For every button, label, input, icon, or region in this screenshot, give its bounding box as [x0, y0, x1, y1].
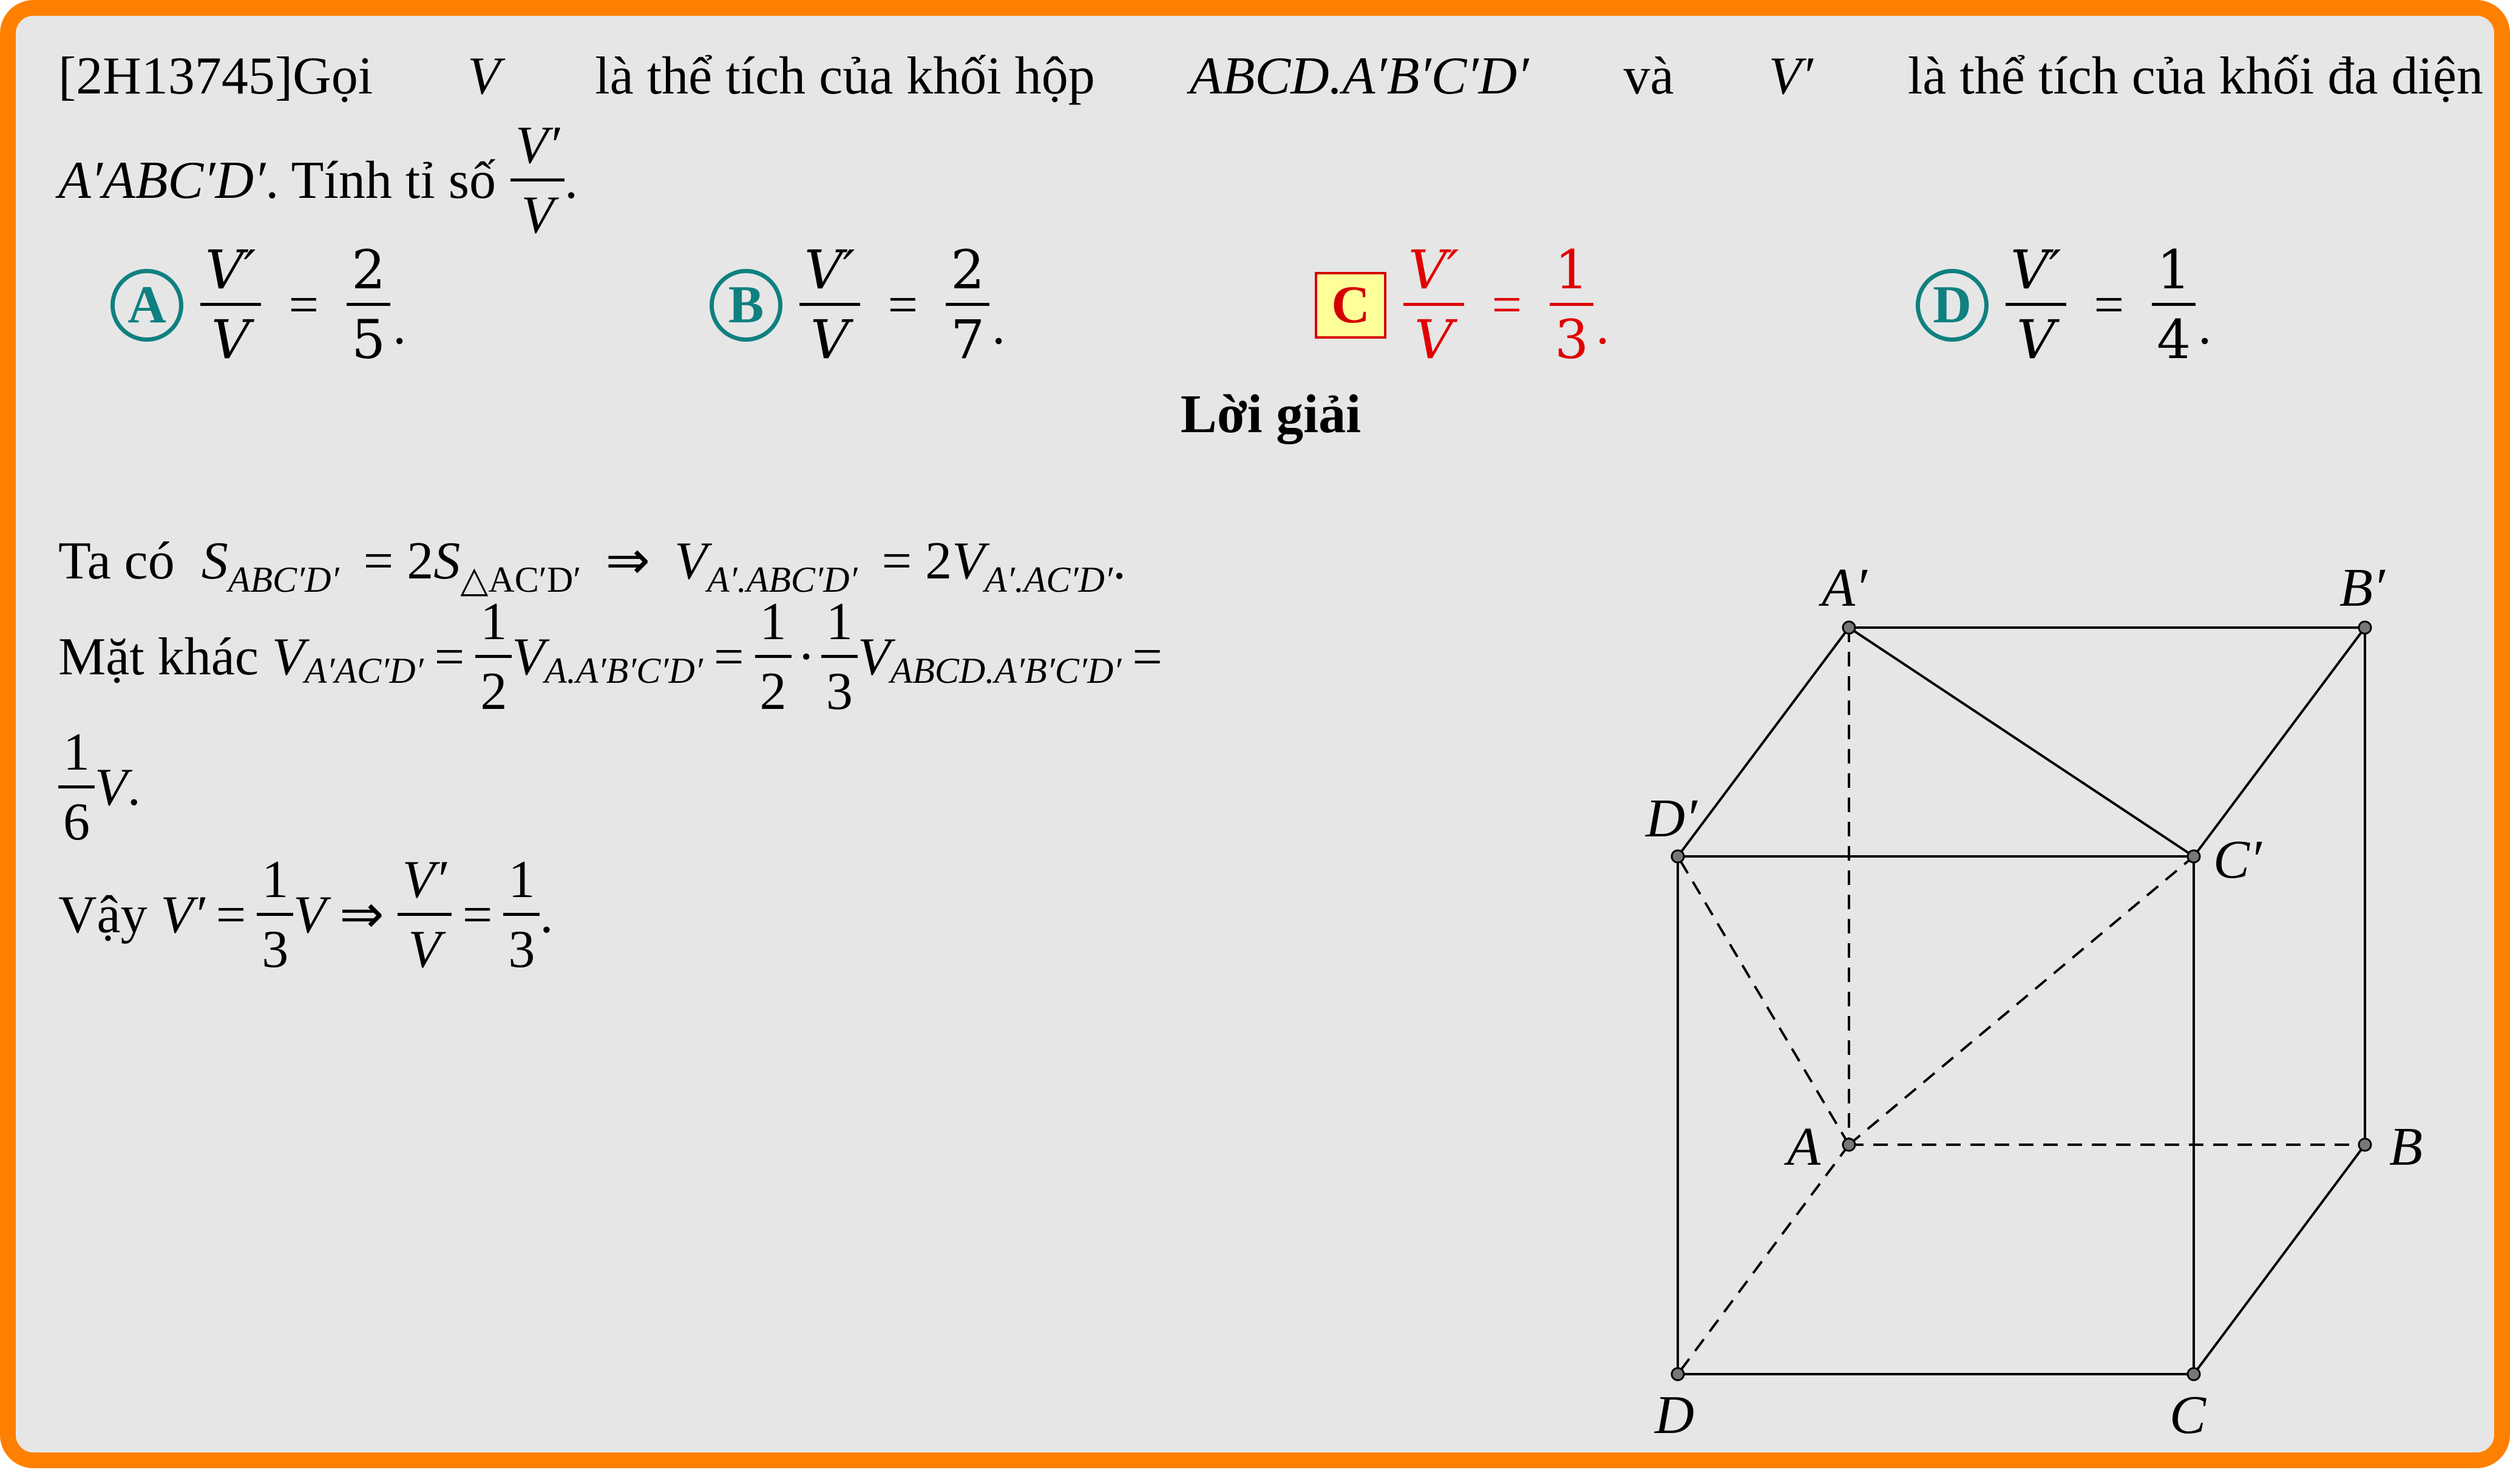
label-c: C: [2169, 1385, 2206, 1445]
problem-text-3: và: [1623, 47, 1674, 106]
problem-period: .: [565, 151, 578, 210]
label-b: B: [2389, 1117, 2423, 1177]
label-a: A: [1787, 1117, 1820, 1177]
vertex-b1: [2359, 622, 2371, 634]
symbol-v-prime: V′: [1768, 47, 1813, 106]
edge-a-d1-hidden: [1678, 856, 1849, 1145]
option-a[interactable]: A $\frac{V'}{V}$ = $\frac{2}{5}$ .: [110, 243, 406, 367]
parallelepiped-figure: [16, 16, 2510, 1484]
edge-a1-d1: [1678, 628, 1849, 856]
polyhedron-name: A′ABC′D′: [58, 151, 266, 210]
option-a-marker[interactable]: A: [110, 269, 183, 342]
vertex-c1: [2188, 850, 2200, 862]
problem-text-2: là thể tích của khối hộp: [595, 47, 1095, 106]
vertex-b: [2359, 1139, 2371, 1151]
option-b[interactable]: B $\frac{V'}{V}$ = $\frac{2}{7}$ .: [710, 243, 1005, 367]
vertex-d: [1672, 1368, 1684, 1380]
label-d: D: [1655, 1385, 1694, 1445]
edge-a-c1-hidden: [1849, 856, 2194, 1145]
vertex-c: [2188, 1368, 2200, 1380]
label-a1: A′: [1822, 558, 1867, 618]
box-name: ABCD.A′B′C′D′: [1189, 47, 1529, 106]
option-c-marker[interactable]: C: [1315, 272, 1386, 339]
label-b1: B′: [2339, 558, 2385, 618]
solution-line-1: Ta có $S_{ABC'D'} = 2S_{\triangle AC'D'}$ ⇒ $V_{A'.ABC'D'} = 2V_{A'.AC'D'}$.: [58, 532, 1126, 600]
option-d-marker[interactable]: D: [1916, 269, 1989, 342]
vertex-d1: [1672, 850, 1684, 862]
option-d[interactable]: D $\frac{V'}{V}$ = $\frac{1}{4}$ .: [1916, 243, 2211, 367]
problem-text-5: . Tính tỉ số: [265, 151, 497, 210]
solution-line-4: Vậy V′ = $\frac{1}{3}$ V ⇒ $\frac{V'}{V}$ = $\frac{1}{3}$ .: [58, 850, 554, 979]
vertex-a1: [1843, 622, 1855, 634]
ratio-fraction: $\frac{V'}{V}$: [510, 119, 565, 242]
edge-a1-c1: [1849, 628, 2194, 856]
option-b-marker[interactable]: B: [710, 269, 782, 342]
problem-text-1: Gọi: [293, 47, 373, 106]
symbol-v: V: [467, 47, 501, 106]
problem-text-4: là thể tích của khối đa diện: [1907, 47, 2483, 106]
solution-heading: Lời giải: [1180, 384, 1362, 444]
label-c1: C′: [2213, 830, 2262, 890]
problem-id: [2H13745]: [58, 47, 293, 106]
edge-b-c: [2194, 1145, 2365, 1374]
solution-line-2: Mặt khác V A′AC′D′ = $\frac{1}{2}$ V A.A′B′C′D′ = $\frac{1}{2}$ · $\frac{1}{3}$ V ABCD.A′B′C′D′ =: [58, 592, 1163, 721]
option-c[interactable]: C $\frac{V'}{V}$ = $\frac{1}{3}$ .: [1315, 243, 1609, 367]
edge-b1-c1: [2194, 628, 2365, 856]
edge-a-d-hidden: [1678, 1145, 1849, 1374]
vertex-a: [1843, 1139, 1855, 1151]
solution-line-3: $\frac{1}{6}$ V .: [58, 726, 141, 849]
label-d1: D′: [1646, 788, 1697, 849]
